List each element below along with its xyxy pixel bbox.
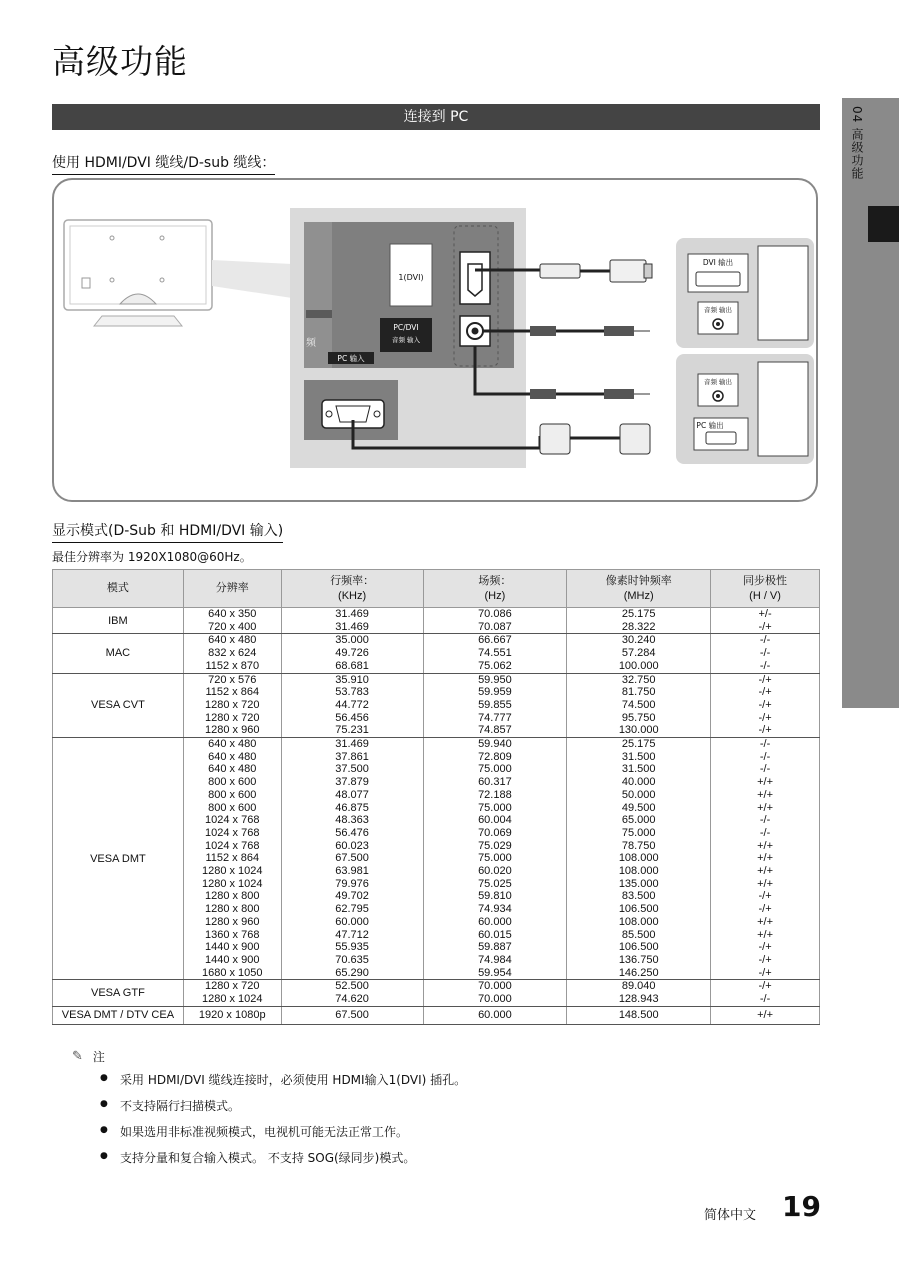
notes-section: [72, 1048, 466, 1175]
page-title: 高级功能: [52, 42, 188, 81]
hfreq-cell: 67.500: [281, 1006, 423, 1024]
footer-language: 简体中文: [704, 1208, 757, 1223]
hdmi1-label: 1(DVI): [398, 273, 424, 282]
table-row: [53, 980, 820, 1006]
sync-cell: +/+: [711, 1006, 820, 1024]
resolution-cell: 640 x 480 832 x 624 1152 x 870: [183, 634, 281, 673]
page-number: 19: [782, 1190, 821, 1223]
table-row: [53, 634, 820, 673]
list-item: ● 采用 HDMI/DVI 缆线连接时，必须使用 HDMI输入1(DVI) 插孔。: [100, 1071, 466, 1088]
chapter-tab-marker: [868, 206, 899, 242]
connection-diagram: [52, 178, 818, 502]
mode-cell: IBM: [53, 608, 184, 634]
connection-subtitle: 使用 HDMI/DVI 缆线/D-sub 缆线：: [52, 152, 275, 175]
tv-back-illustration: [64, 220, 292, 326]
audio-out-label-1: 音频 输出: [703, 306, 733, 314]
pc-in-label: PC 输入: [337, 354, 365, 363]
pc-out-label: PC 输出: [696, 421, 724, 430]
table-header-row: [53, 570, 820, 608]
audio-out-label-2: 音频 输出: [703, 378, 733, 386]
resolution-cell: 640 x 350 720 x 400: [183, 608, 281, 634]
section-header-bar: 连接到 PC: [52, 104, 820, 130]
chapter-side-tab: [842, 98, 899, 708]
vfreq-cell: 70.086 70.087: [423, 608, 567, 634]
sync-cell: -/+ -/-: [711, 980, 820, 1006]
table-row: [53, 1006, 820, 1024]
pixel-clock-cell: 89.040 128.943: [567, 980, 711, 1006]
header-vfreq: 场频： (Hz): [423, 570, 567, 608]
hfreq-cell: 31.469 37.861 37.500 37.879 48.077 46.875 48.363 56.476 60.023 67.500 63.981 79.976 49.702 62.795 60.000 47.712 55.935 70.635 65.290: [281, 738, 423, 980]
hfreq-cell: 31.469 31.469: [281, 608, 423, 634]
resolution-cell: 720 x 576 1152 x 864 1280 x 720 1280 x 720 1280 x 960: [183, 673, 281, 738]
header-pixel-clock: 像素时钟频率 (MHz): [567, 570, 711, 608]
vfreq-cell: 70.000 70.000: [423, 980, 567, 1006]
pixel-clock-cell: 148.500: [567, 1006, 711, 1024]
sync-cell: -/- -/- -/- +/+ +/+ +/+ -/- -/- +/+ +/+ +/+ +/+ -/+ -/+ +/+ +/+ -/+ -/+ -/+: [711, 738, 820, 980]
table-row: [53, 738, 820, 980]
vfreq-cell: 60.000: [423, 1006, 567, 1024]
resolution-cell: 640 x 480 640 x 480 640 x 480 800 x 600 800 x 600 800 x 600 1024 x 768 1024 x 768 1024 x 768 1152 x 864 1280 x 1024 1280 x 1024 1280 x 800 1280 x 800 1280 x 960 1360 x 768 1440 x 900 1440 x 900 1680 x 1050: [183, 738, 281, 980]
table-row: [53, 673, 820, 738]
vfreq-cell: 66.667 74.551 75.062: [423, 634, 567, 673]
sync-cell: +/- -/+: [711, 608, 820, 634]
mode-cell: VESA GTF: [53, 980, 184, 1006]
table-row: [53, 608, 820, 634]
list-item: ● 支持分量和复合输入模式。 不支持 SOG(绿同步)模式。: [100, 1149, 466, 1166]
header-sync: 同步极性 (H / V): [711, 570, 820, 608]
pixel-clock-cell: 30.240 57.284 100.000: [567, 634, 711, 673]
header-hfreq: 行频率： (KHz): [281, 570, 423, 608]
display-modes-table: [52, 569, 820, 1025]
hfreq-cell: 52.500 74.620: [281, 980, 423, 1006]
mode-cell: VESA CVT: [53, 673, 184, 738]
sync-cell: -/+ -/+ -/+ -/+ -/+: [711, 673, 820, 738]
list-item: ● 不支持隔行扫描模式。: [100, 1097, 466, 1114]
sync-cell: -/- -/- -/-: [711, 634, 820, 673]
chapter-side-label: 04 高级功能: [850, 106, 864, 181]
pc-dvi-audio-in-label: 音频 输入: [391, 336, 421, 344]
vfreq-cell: 59.950 59.959 59.855 74.777 74.857: [423, 673, 567, 738]
pixel-clock-cell: 25.175 31.500 31.500 40.000 50.000 49.500 65.000 75.000 78.750 108.000 108.000 135.000 83.500 106.500 108.000 85.500 106.500 136.750 146.250: [567, 738, 711, 980]
mode-cell: VESA DMT / DTV CEA: [53, 1006, 184, 1024]
mode-cell: VESA DMT: [53, 738, 184, 980]
resolution-cell: 1280 x 720 1280 x 1024: [183, 980, 281, 1006]
notes-heading: 注: [92, 1050, 105, 1064]
dvi-out-label: DVI 输出: [702, 258, 734, 267]
pencil-icon: ✎: [72, 1049, 83, 1064]
header-resolution: 分辨率: [183, 570, 281, 608]
header-mode: 模式: [53, 570, 184, 608]
pc-dvi-label: PC/DVI: [393, 323, 419, 332]
freq-label-fragment: 频: [306, 338, 316, 349]
display-modes-title: 显示模式(D-Sub 和 HDMI/DVI 输入): [52, 520, 283, 543]
best-resolution-note: 最佳分辨率为 1920X1080@60Hz。: [52, 550, 252, 564]
mode-cell: MAC: [53, 634, 184, 673]
pixel-clock-cell: 32.750 81.750 74.500 95.750 130.000: [567, 673, 711, 738]
pixel-clock-cell: 25.175 28.322: [567, 608, 711, 634]
vfreq-cell: 59.940 72.809 75.000 60.317 72.188 75.000 60.004 70.069 75.029 75.000 60.020 75.025 59.810 74.934 60.000 60.015 59.887 74.984 59.954: [423, 738, 567, 980]
hfreq-cell: 35.000 49.726 68.681: [281, 634, 423, 673]
list-item: ● 如果选用非标准视频模式，电视机可能无法正常工作。: [100, 1123, 466, 1140]
hfreq-cell: 35.910 53.783 44.772 56.456 75.231: [281, 673, 423, 738]
resolution-cell: 1920 x 1080p: [183, 1006, 281, 1024]
